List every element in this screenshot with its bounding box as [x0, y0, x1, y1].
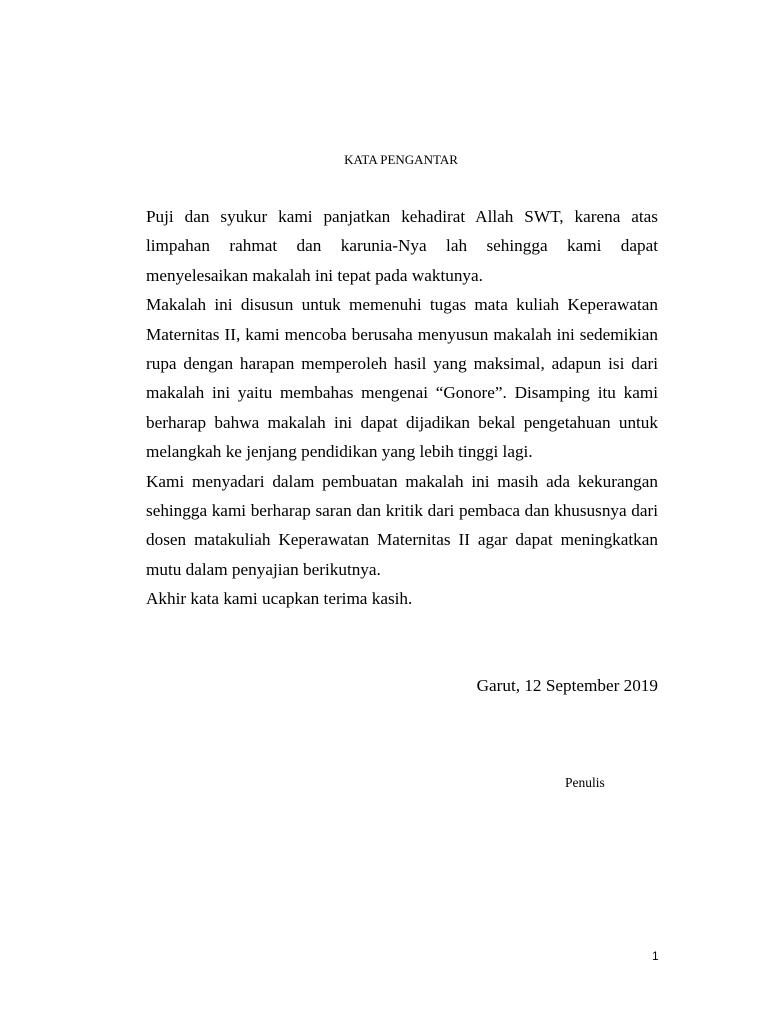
signer: Penulis — [565, 775, 605, 790]
paragraph-closing: Akhir kata kami ucapkan terima kasih. — [146, 589, 413, 609]
paragraph-gratitude: Puji dan syukur kami panjatkan kehadirat Allah SWT, karena atas limpahan rahmat dan karunia-Nya lah sehingga kami dapat menyelesaikan makalah ini tepat pada waktunya. — [146, 207, 658, 285]
body-text — [146, 202, 658, 614]
paragraph-acknowledgement: Kami menyadari dalam pembuatan makalah ini masih ada kekurangan sehingga kami berharap saran dan kritik dari pembaca dan khususnya dari dosen matakuliah Keperawatan Maternitas II agar dapat meningkatkan mutu dalam penyajian berikutnya. — [146, 471, 658, 579]
page-number: 1 — [652, 949, 659, 963]
paragraph-purpose: Makalah ini disusun untuk memenuhi tugas mata kuliah Keperawatan Maternitas II, kami mencoba berusaha menyusun makalah ini sedemikian rupa dengan harapan memperoleh hasil yang maksimal, adapun isi dari makalah ini yaitu membahas mengenai “Gonore”. Disamping itu kami berharap bahwa makalah ini dapat dijadikan bekal pengetahuan untuk melangkah ke jenjang pendidikan yang lebih tinggi lagi. — [146, 295, 658, 462]
place-date: Garut, 12 September 2019 — [476, 676, 658, 695]
page-title: KATA PENGANTAR — [344, 152, 458, 167]
